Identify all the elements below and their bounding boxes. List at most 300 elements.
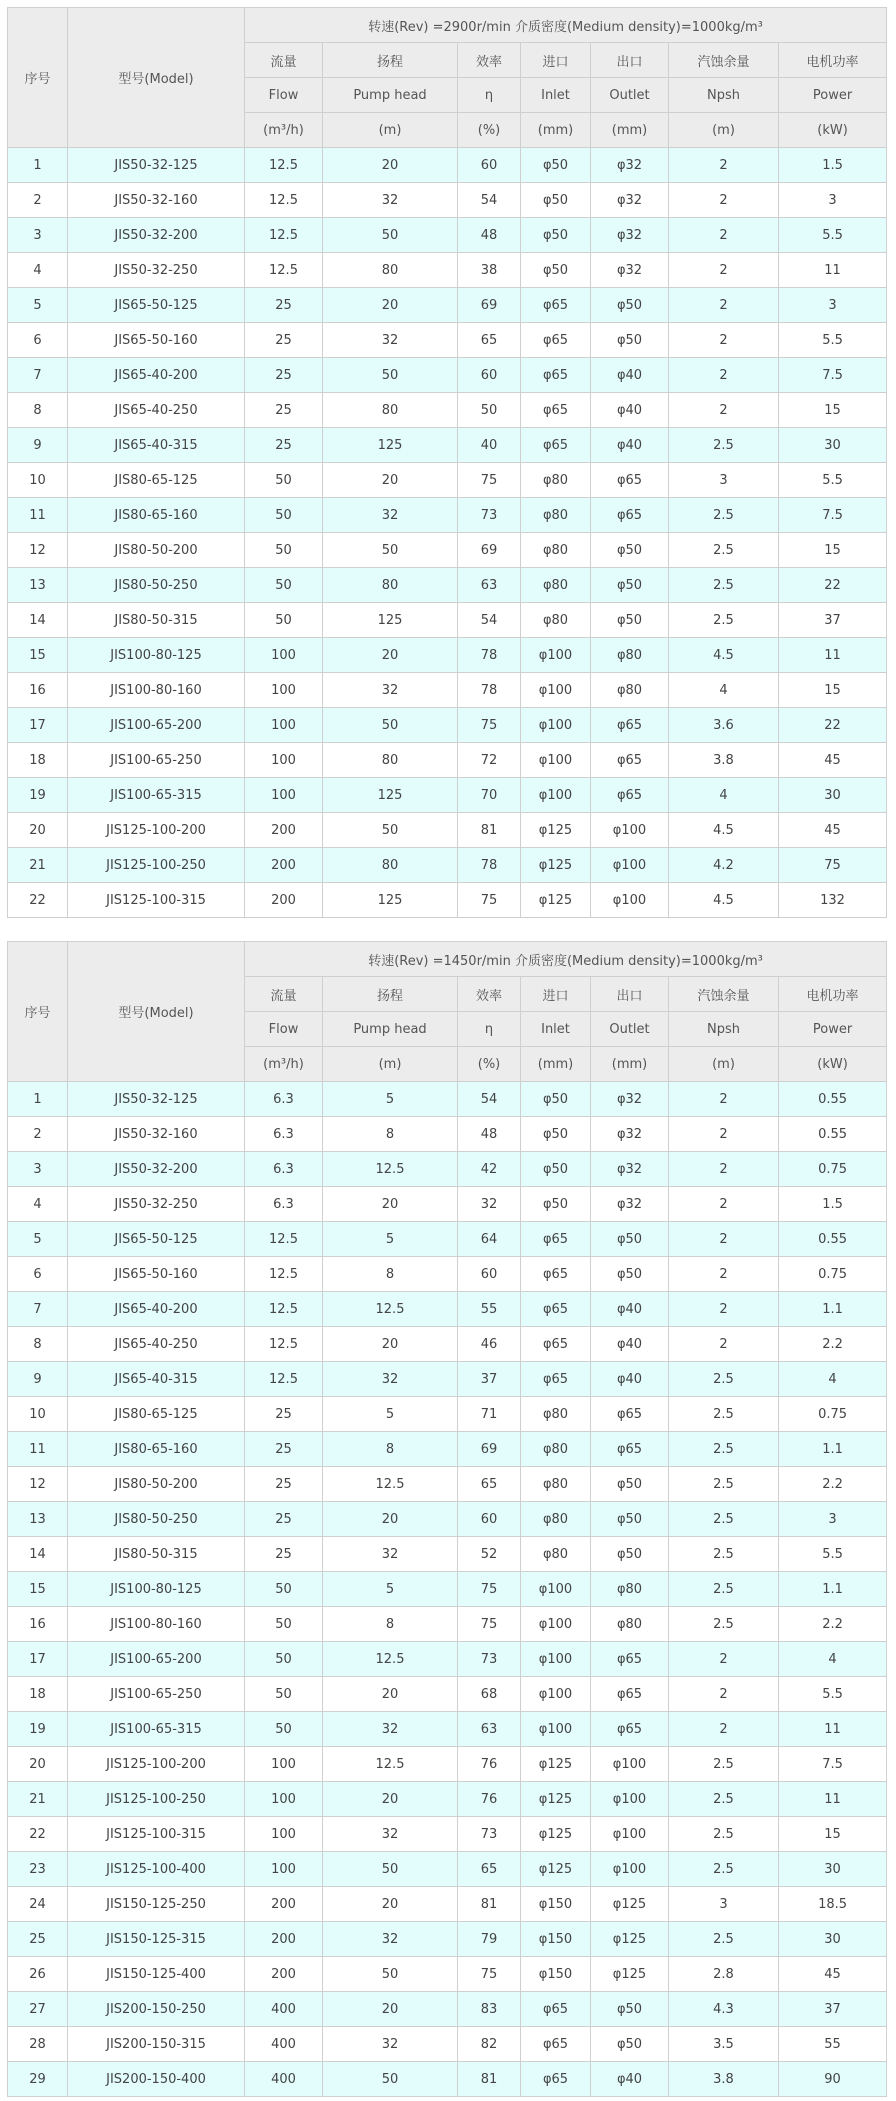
header-cn-cell: 汽蚀余量: [669, 977, 779, 1012]
header-cn-cell: 扬程: [323, 43, 458, 78]
table-cell: φ40: [591, 428, 669, 463]
table-row: [8, 848, 887, 883]
table-cell: φ65: [591, 778, 669, 813]
table-cell: 75: [458, 1607, 521, 1642]
header-cn-cell: 效率: [458, 977, 521, 1012]
table-cell: 32: [323, 323, 458, 358]
header-units-cell: (m): [669, 1047, 779, 1082]
table-cell: φ65: [521, 2062, 591, 2097]
table-cell: 20: [323, 1782, 458, 1817]
table-cell: 12.5: [323, 1642, 458, 1677]
table-cell: 69: [458, 533, 521, 568]
table-cell: 50: [245, 498, 323, 533]
table-row: [8, 673, 887, 708]
table-cell: φ50: [591, 533, 669, 568]
header-cn-cell: 出口: [591, 43, 669, 78]
table-cell: 21: [8, 848, 68, 883]
table-cell: 3.6: [669, 708, 779, 743]
table-cell: φ32: [591, 1082, 669, 1117]
table-cell: 18: [8, 743, 68, 778]
table-cell: φ65: [521, 1257, 591, 1292]
table-cell: 2.5: [669, 533, 779, 568]
table-cell: 3.8: [669, 2062, 779, 2097]
table-cell: φ80: [591, 638, 669, 673]
table-cell: 45: [779, 1957, 887, 1992]
table-row: [8, 1782, 887, 1817]
table-cell: 20: [8, 1747, 68, 1782]
table-cell: 200: [245, 883, 323, 918]
table-cell: 50: [323, 813, 458, 848]
table-row: [8, 1432, 887, 1467]
table-cell: JIS80-50-200: [68, 1467, 245, 1502]
table-cell: 2.5: [669, 1782, 779, 1817]
table-cell: 32: [323, 1362, 458, 1397]
table-cell: 32: [323, 498, 458, 533]
table-cell: JIS50-32-250: [68, 1187, 245, 1222]
table-cell: φ50: [521, 148, 591, 183]
table-cell: 2: [669, 358, 779, 393]
header-units-cell: (mm): [591, 113, 669, 148]
table-cell: 5: [323, 1222, 458, 1257]
table-cell: JIS65-50-160: [68, 323, 245, 358]
header-units-cell: (%): [458, 113, 521, 148]
table-row: [8, 1607, 887, 1642]
table-cell: φ50: [521, 218, 591, 253]
table-cell: 20: [323, 288, 458, 323]
table-cell: 25: [245, 358, 323, 393]
table-cell: 0.55: [779, 1222, 887, 1257]
table-cell: 50: [323, 218, 458, 253]
table-row: [8, 568, 887, 603]
table-cell: 2: [8, 183, 68, 218]
table-cell: 4: [669, 673, 779, 708]
table-cell: 48: [458, 1117, 521, 1152]
table-cell: 65: [458, 1852, 521, 1887]
header-en-cell: Flow: [245, 1012, 323, 1047]
table-cell: 37: [458, 1362, 521, 1397]
table-cell: 25: [245, 428, 323, 463]
table-cell: 8: [323, 1257, 458, 1292]
table-cell: 80: [323, 253, 458, 288]
table-cell: φ65: [591, 463, 669, 498]
table-cell: φ125: [591, 1957, 669, 1992]
table-cell: φ40: [591, 1327, 669, 1362]
header-units-cell: (m³/h): [245, 113, 323, 148]
table-cell: 65: [458, 323, 521, 358]
table-cell: φ50: [591, 323, 669, 358]
table-cell: φ80: [521, 1397, 591, 1432]
table-cell: 200: [245, 813, 323, 848]
table-row: [8, 1817, 887, 1852]
table-cell: φ65: [591, 1397, 669, 1432]
table-cell: 80: [323, 848, 458, 883]
table-cell: JIS100-65-250: [68, 1677, 245, 1712]
table-cell: 20: [323, 1887, 458, 1922]
table-cell: 125: [323, 603, 458, 638]
table-cell: 38: [458, 253, 521, 288]
table-cell: φ80: [521, 1502, 591, 1537]
table-cell: 5.5: [779, 323, 887, 358]
table-cell: 16: [8, 673, 68, 708]
table-cell: 2: [669, 218, 779, 253]
table-cell: 6: [8, 1257, 68, 1292]
table-cell: 19: [8, 778, 68, 813]
table-cell: 69: [458, 1432, 521, 1467]
table-cell: 42: [458, 1152, 521, 1187]
table-cell: 75: [458, 1572, 521, 1607]
table-cell: 100: [245, 1852, 323, 1887]
table-cell: φ150: [521, 1887, 591, 1922]
table-cell: 50: [458, 393, 521, 428]
table-cell: 50: [323, 2062, 458, 2097]
table-cell: 0.55: [779, 1082, 887, 1117]
table-cell: φ65: [521, 1992, 591, 2027]
table-cell: JIS200-150-250: [68, 1992, 245, 2027]
table-cell: φ65: [591, 1677, 669, 1712]
header-row-caption: [8, 8, 887, 43]
table-cell: 2.5: [669, 498, 779, 533]
table-cell: JIS100-65-200: [68, 1642, 245, 1677]
header-en-cell: Npsh: [669, 78, 779, 113]
table-cell: 2: [669, 1642, 779, 1677]
table-row: [8, 1222, 887, 1257]
table-cell: 45: [779, 813, 887, 848]
table-cell: φ100: [521, 708, 591, 743]
table-cell: 24: [8, 1887, 68, 1922]
table-cell: φ65: [521, 1327, 591, 1362]
table-cell: JIS100-80-160: [68, 1607, 245, 1642]
table-row: [8, 393, 887, 428]
table-row: [8, 1502, 887, 1537]
table-cell: 40: [458, 428, 521, 463]
table-cell: 15: [779, 393, 887, 428]
table-cell: 13: [8, 1502, 68, 1537]
table-cell: JIS50-32-250: [68, 253, 245, 288]
table-cell: 5.5: [779, 463, 887, 498]
table-cell: 60: [458, 1502, 521, 1537]
table-cell: φ50: [591, 568, 669, 603]
table-cell: φ32: [591, 183, 669, 218]
table-cell: 132: [779, 883, 887, 918]
table-cell: φ50: [591, 1222, 669, 1257]
table-cell: 1.1: [779, 1432, 887, 1467]
table-cell: 25: [245, 1432, 323, 1467]
header-units-cell: (%): [458, 1047, 521, 1082]
table-cell: φ80: [521, 533, 591, 568]
table-cell: φ65: [591, 743, 669, 778]
table-cell: 3: [779, 183, 887, 218]
table-cell: 25: [245, 393, 323, 428]
table-row: [8, 743, 887, 778]
table-cell: 11: [779, 253, 887, 288]
table-cell: JIS100-80-160: [68, 673, 245, 708]
table-cell: 125: [323, 778, 458, 813]
table-cell: 100: [245, 1747, 323, 1782]
table-cell: 4.5: [669, 638, 779, 673]
table-cell: φ50: [521, 1152, 591, 1187]
table-cell: 20: [323, 463, 458, 498]
table-cell: JIS125-100-250: [68, 1782, 245, 1817]
table-row: [8, 1992, 887, 2027]
table-cell: JIS80-50-250: [68, 1502, 245, 1537]
table-cell: 11: [8, 498, 68, 533]
table-cell: JIS65-50-125: [68, 288, 245, 323]
table-cell: φ125: [591, 1887, 669, 1922]
table-cell: 60: [458, 358, 521, 393]
table-cell: φ125: [521, 883, 591, 918]
table-cell: 13: [8, 568, 68, 603]
table-cell: 2.8: [669, 1957, 779, 1992]
table-row: [8, 1922, 887, 1957]
header-cn-cell: 出口: [591, 977, 669, 1012]
table-cell: 2: [669, 323, 779, 358]
table-row: [8, 1572, 887, 1607]
table-cell: 20: [323, 1502, 458, 1537]
header-units-cell: (kW): [779, 1047, 887, 1082]
table-cell: φ32: [591, 218, 669, 253]
table-row: [8, 638, 887, 673]
table-cell: 32: [323, 1922, 458, 1957]
table-cell: 73: [458, 1817, 521, 1852]
table-cell: 12.5: [323, 1292, 458, 1327]
table-row: [8, 1117, 887, 1152]
table-cell: JIS80-65-160: [68, 1432, 245, 1467]
table-cell: 15: [8, 638, 68, 673]
table-cell: 2.5: [669, 1817, 779, 1852]
table-cell: JIS125-100-315: [68, 883, 245, 918]
table-cell: φ100: [591, 813, 669, 848]
table-cell: JIS50-32-200: [68, 218, 245, 253]
table-cell: 20: [323, 1187, 458, 1222]
table-cell: JIS100-65-315: [68, 778, 245, 813]
table-cell: 0.55: [779, 1117, 887, 1152]
table-cell: 4: [669, 778, 779, 813]
table-row: [8, 813, 887, 848]
header-units-cell: (kW): [779, 113, 887, 148]
header-units-cell: (mm): [521, 1047, 591, 1082]
table-cell: 50: [323, 358, 458, 393]
table-cell: 2: [669, 1222, 779, 1257]
table-cell: φ100: [591, 1852, 669, 1887]
table-cell: 72: [458, 743, 521, 778]
table-cell: 76: [458, 1747, 521, 1782]
table-cell: 30: [779, 778, 887, 813]
table-cell: 2: [669, 183, 779, 218]
table-cell: 6.3: [245, 1187, 323, 1222]
table-cell: 90: [779, 2062, 887, 2097]
table-cell: 69: [458, 288, 521, 323]
table-cell: 14: [8, 603, 68, 638]
table-cell: 100: [245, 743, 323, 778]
table-row: [8, 1292, 887, 1327]
table-cell: φ100: [521, 638, 591, 673]
table-cell: 30: [779, 428, 887, 463]
table-cell: 80: [323, 393, 458, 428]
table-cell: 25: [245, 1502, 323, 1537]
table-cell: 2.5: [669, 603, 779, 638]
table-cell: 60: [458, 1257, 521, 1292]
table-cell: 4: [8, 253, 68, 288]
table-cell: 19: [8, 1712, 68, 1747]
table-cell: 63: [458, 568, 521, 603]
header-cn-cell: 流量: [245, 43, 323, 78]
table-row: [8, 288, 887, 323]
table-caption: 转速(Rev) =1450r/min 介质密度(Medium density)=1000kg/m³: [245, 942, 887, 977]
table-row: [8, 533, 887, 568]
table-row: [8, 253, 887, 288]
table-cell: 15: [779, 1817, 887, 1852]
table-cell: 2.5: [669, 1572, 779, 1607]
table-cell: φ50: [521, 1187, 591, 1222]
table-cell: JIS50-32-125: [68, 148, 245, 183]
table-cell: 55: [779, 2027, 887, 2062]
table-cell: 25: [245, 288, 323, 323]
table-cell: 12.5: [245, 253, 323, 288]
table-cell: φ125: [521, 1747, 591, 1782]
table-cell: φ100: [591, 1747, 669, 1782]
table-cell: 29: [8, 2062, 68, 2097]
table-cell: 6.3: [245, 1082, 323, 1117]
table-cell: φ65: [521, 2027, 591, 2062]
table-cell: JIS65-40-250: [68, 393, 245, 428]
table-cell: 15: [8, 1572, 68, 1607]
header-en-cell: η: [458, 1012, 521, 1047]
table-cell: φ65: [521, 288, 591, 323]
table-cell: 2.5: [669, 1502, 779, 1537]
table-cell: 6: [8, 323, 68, 358]
table-cell: 12: [8, 1467, 68, 1502]
table-cell: φ40: [591, 2062, 669, 2097]
table-cell: JIS150-125-250: [68, 1887, 245, 1922]
table-cell: φ32: [591, 1117, 669, 1152]
table-cell: φ50: [591, 2027, 669, 2062]
table-cell: φ65: [521, 358, 591, 393]
table-cell: 50: [323, 708, 458, 743]
table-cell: JIS80-50-315: [68, 1537, 245, 1572]
table-cell: 17: [8, 708, 68, 743]
header-cn-cell: 进口: [521, 977, 591, 1012]
table-cell: JIS80-65-160: [68, 498, 245, 533]
table-cell: 3: [8, 1152, 68, 1187]
table-cell: 2.2: [779, 1607, 887, 1642]
table-cell: JIS80-50-250: [68, 568, 245, 603]
table-row: [8, 2027, 887, 2062]
table-cell: 50: [245, 463, 323, 498]
table-cell: φ65: [521, 323, 591, 358]
table-cell: 100: [245, 1817, 323, 1852]
table-cell: 48: [458, 218, 521, 253]
table-cell: 22: [8, 883, 68, 918]
table-cell: 5: [8, 1222, 68, 1257]
table-cell: φ65: [591, 1642, 669, 1677]
table-cell: 32: [458, 1187, 521, 1222]
table-cell: φ100: [591, 883, 669, 918]
table-row: [8, 428, 887, 463]
table-row: [8, 1467, 887, 1502]
table-cell: φ32: [591, 1187, 669, 1222]
table-cell: JIS150-125-315: [68, 1922, 245, 1957]
table-cell: 2: [8, 1117, 68, 1152]
table-cell: φ32: [591, 1152, 669, 1187]
table-cell: 12.5: [323, 1747, 458, 1782]
table-cell: φ100: [521, 1642, 591, 1677]
table-cell: 54: [458, 1082, 521, 1117]
table-cell: 22: [779, 708, 887, 743]
table-cell: JIS125-100-200: [68, 1747, 245, 1782]
table-cell: 20: [323, 1992, 458, 2027]
table-cell: φ65: [521, 428, 591, 463]
table-cell: 100: [245, 778, 323, 813]
table-row: [8, 1187, 887, 1222]
table-cell: 0.75: [779, 1397, 887, 1432]
table-row: [8, 183, 887, 218]
table-cell: 50: [245, 1677, 323, 1712]
table-cell: 50: [245, 533, 323, 568]
table-cell: φ100: [521, 1607, 591, 1642]
table-cell: 81: [458, 2062, 521, 2097]
table-cell: 2: [669, 1152, 779, 1187]
table-row: [8, 778, 887, 813]
table-cell: φ80: [591, 1572, 669, 1607]
header-en-cell: Outlet: [591, 1012, 669, 1047]
table-cell: 65: [458, 1467, 521, 1502]
table-cell: 25: [245, 323, 323, 358]
table-cell: 400: [245, 2027, 323, 2062]
table-cell: 2.5: [669, 1607, 779, 1642]
table-cell: φ80: [521, 603, 591, 638]
table-cell: 81: [458, 813, 521, 848]
table-cell: 6.3: [245, 1152, 323, 1187]
table-cell: 15: [779, 533, 887, 568]
table-cell: 3: [669, 1887, 779, 1922]
table-cell: 125: [323, 428, 458, 463]
table-row: [8, 1887, 887, 1922]
table-cell: 5: [323, 1082, 458, 1117]
table-cell: JIS50-32-125: [68, 1082, 245, 1117]
table-cell: 125: [323, 883, 458, 918]
table-cell: JIS100-80-125: [68, 1572, 245, 1607]
table-cell: 4.5: [669, 883, 779, 918]
table-cell: 14: [8, 1537, 68, 1572]
table-cell: JIS200-150-400: [68, 2062, 245, 2097]
table-cell: 5.5: [779, 1537, 887, 1572]
pump-spec-table-1450rpm: [7, 941, 887, 2097]
table-cell: φ100: [521, 1677, 591, 1712]
table-cell: φ50: [521, 253, 591, 288]
table-cell: 2.2: [779, 1467, 887, 1502]
table-cell: 12.5: [245, 1222, 323, 1257]
table-cell: JIS200-150-315: [68, 2027, 245, 2062]
table-cell: 50: [245, 1572, 323, 1607]
table-cell: 12: [8, 533, 68, 568]
table-cell: 1.1: [779, 1292, 887, 1327]
table-cell: φ100: [591, 1817, 669, 1852]
table-cell: 12.5: [245, 1327, 323, 1362]
table-cell: 2.5: [669, 1397, 779, 1432]
table-cell: φ40: [591, 358, 669, 393]
table-cell: 0.75: [779, 1257, 887, 1292]
header-cn-cell: 进口: [521, 43, 591, 78]
table-cell: 100: [245, 673, 323, 708]
table-cell: 83: [458, 1992, 521, 2027]
header-units-cell: (m): [323, 113, 458, 148]
table-cell: 3: [669, 463, 779, 498]
header-units-cell: (mm): [521, 113, 591, 148]
table-cell: 2: [669, 393, 779, 428]
table-cell: 25: [245, 1467, 323, 1502]
table-cell: φ50: [591, 1992, 669, 2027]
table-cell: 4: [8, 1187, 68, 1222]
